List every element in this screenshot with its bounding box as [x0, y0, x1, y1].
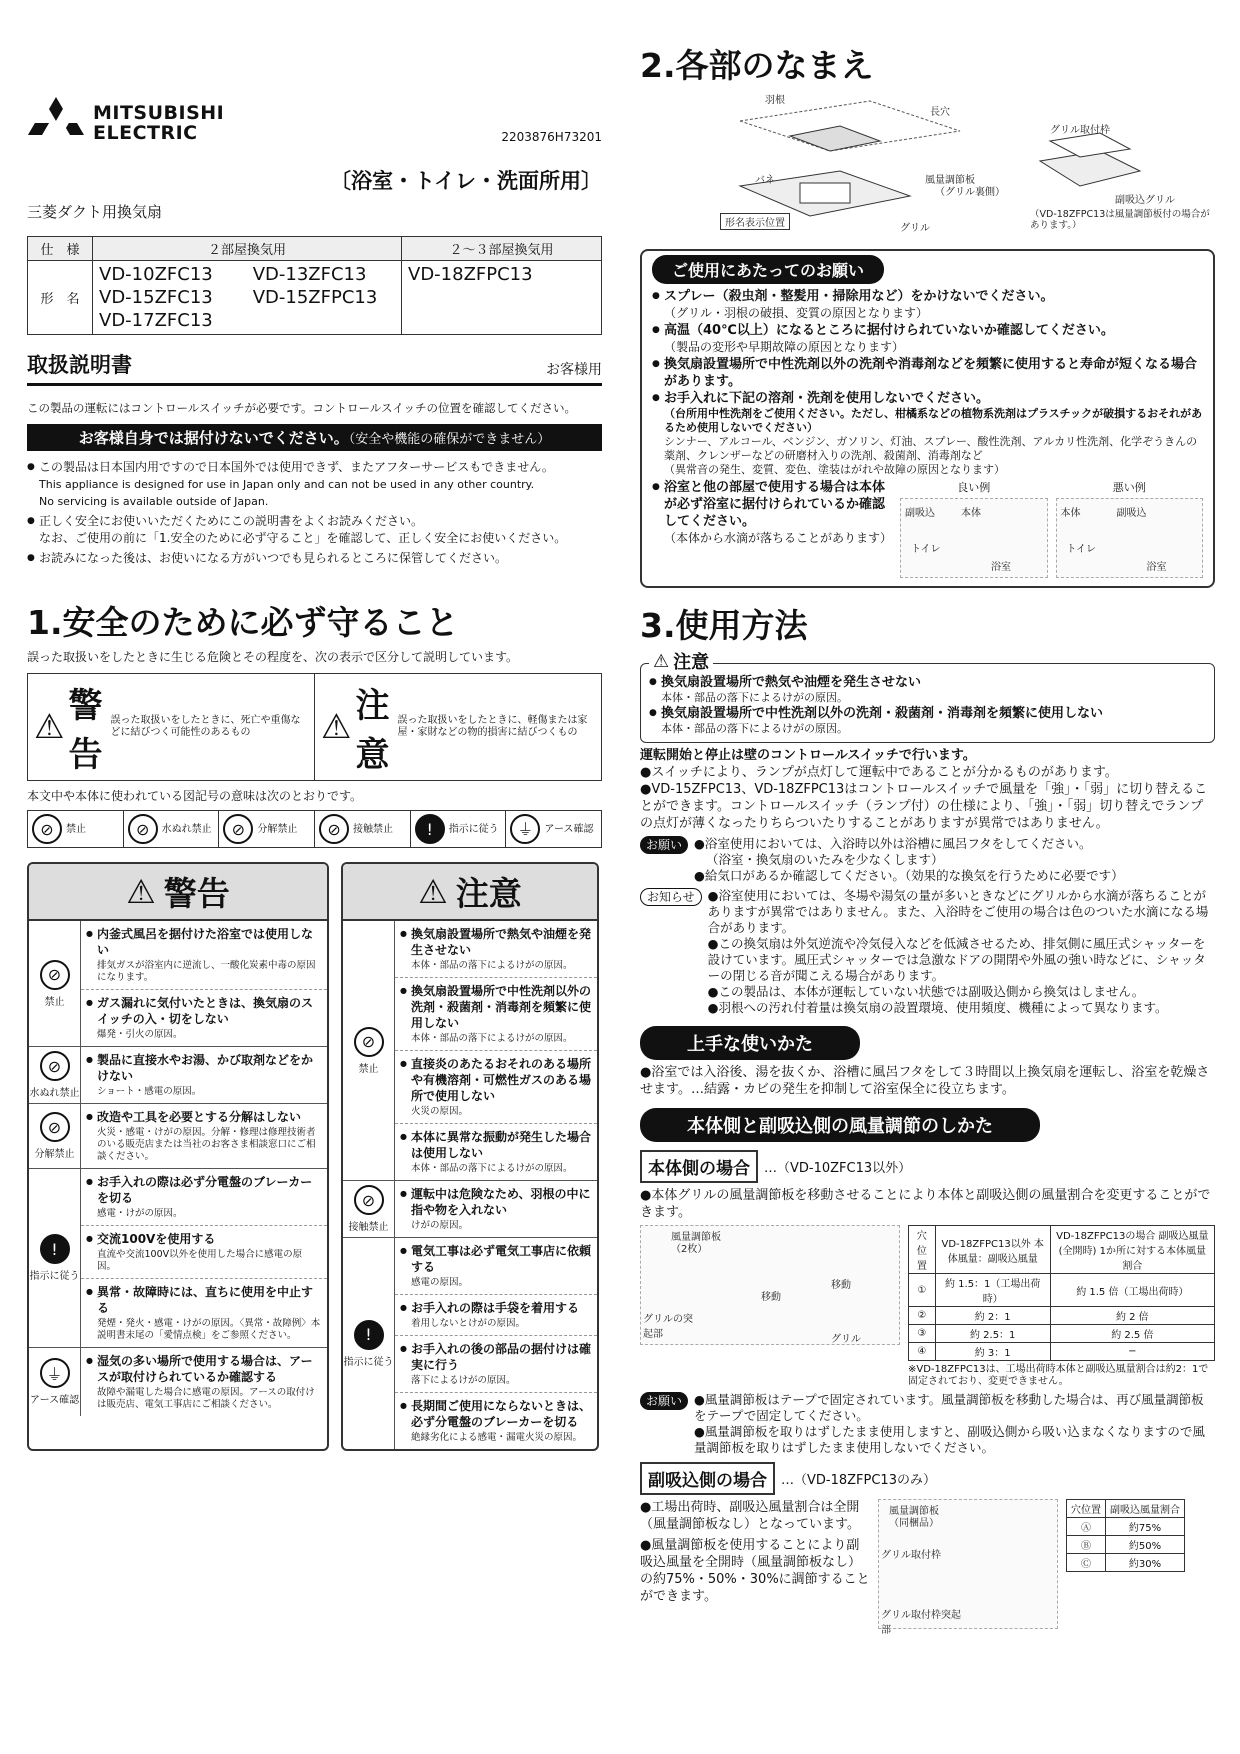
list-item: ● この製品は日本国内用ですので日本国外では使用できず、またアフターサービスもできません。 This appliance is designed for use in Japan only and can not be used in any other country. No servicing is available outside of Japan. [27, 459, 602, 510]
oshirase-badge: お知らせ [640, 888, 702, 906]
sub-ratio-table: 穴位置 副吸込風量割合 Ⓐ 約75% Ⓑ 約50% Ⓒ 約30% [1066, 1499, 1185, 1572]
intro-list [27, 459, 602, 567]
symbol-legend: ⊘ 禁止 ⊘ 水ぬれ禁止 ⊘ 分解禁止 ⊘ 接触禁止 ! 指示に従う ⏚ アース確認 [27, 810, 602, 848]
bad-example-label: 悪い例 [1112, 481, 1146, 494]
three-room-header: ２〜３部屋換気用 [402, 237, 602, 261]
onegai-badge: お願い [640, 836, 688, 854]
caution-desc: 誤った取扱いをしたときに、軽傷または家屋・家財などの物的損害に結びつくもの [397, 715, 588, 738]
two-room-header: ２部屋換気用 [93, 237, 402, 261]
good-example-label: 良い例 [957, 481, 991, 494]
warn-label: 警告 [68, 686, 103, 775]
model-table [27, 236, 602, 335]
model-3: VD-15ZFC13 [99, 287, 213, 308]
brand-line2: ELECTRIC [93, 122, 198, 144]
safety-title: 1.安全のために必ず守ること [27, 603, 459, 642]
model-6: VD-18ZFPC13 [402, 261, 602, 335]
good-example-diagram: 副吸込 本体 トイレ 浴室 [900, 498, 1048, 578]
main-ratio-table: 穴位置 VD-18ZFPC13以外 本体風量：副吸込風量 VD-18ZFPC13の場合 副吸込風量(全開時) 1か所に対する本体風量割合 ① 約 1.5：1（工場出荷時） 約 1.5 倍（工場出荷時） ② 約 2：1 約 2 倍 ③ 約 2.5：1 約 2.5 倍 ④ 約 3：1 − [908, 1225, 1215, 1361]
no-disassembly-icon: ⊘ [40, 1112, 70, 1142]
two-room-models [93, 261, 402, 335]
instruction-icon: ! [354, 1320, 384, 1350]
warning-panel-title: 警告 [163, 874, 230, 913]
doc-number: 2203876H73201 [501, 130, 602, 144]
bad-example-diagram: 本体 副吸込 トイレ 浴室 [1056, 498, 1204, 578]
no-install-text: お客様自身では据付けないでください。 [78, 429, 349, 447]
request-box: ご使用にあたってのお願い ● スプレー（殺虫剤・整髪用・掃除用など）をかけないでください。 （グリル・羽根の破損、変質の原因となります） ● 高温（40℃以上）になるところに据付けられていないか確認してください。 （製品の変形や早期故障の原因となります） ● 換気扇設置場所で中性洗剤以外の洗剤や消毒剤などを頻繁に使用すると寿命が短くなる場合があります。 ● お手入れに下記の溶剤・洗剤を使用しないでください。 （台所用中性洗剤をご使用ください。ただし、柑橘系などの植物系洗剤はプラスチックが破損するおそれがあるため使用しないでください） シンナー、アルコール、ベンジン、ガソリン、灯油、スプレー、酸性洗剤、アルカリ性洗剤、化学ぞうきんの薬剤、クレンザーなどの研磨材入りの洗剤、殺菌剤、消毒剤など （異常音の発生、変質、変色、塗装はがれや故障の原因となります） ● 浴室と他の部屋で使用する場合は本体が必ず浴室に据付けられているか確認してください。 （本体から水滴が落ちることがあります） 良い例 副吸込 本体 トイレ 浴室 悪い例 本体 副吸込 トイレ 浴室 [640, 249, 1215, 588]
safety-panels [27, 862, 602, 1451]
model-2: VD-13ZFC13 [252, 264, 367, 285]
caution-label: 注意 [355, 686, 390, 775]
model-1: VD-10ZFC13 [99, 264, 213, 285]
product-name: 三菱ダクト用換気扇 [27, 203, 163, 221]
warning-triangle-icon: ⚠ [126, 872, 156, 911]
main-side-title: 本体側の場合 [640, 1150, 758, 1183]
level-legend [27, 673, 602, 781]
caution-panel-title: 注意 [455, 874, 522, 913]
no-touch-icon: ⊘ [319, 814, 349, 844]
spec-header: 仕 様 [28, 237, 93, 261]
table-row: ③ 約 2.5：1 約 2.5 倍 [909, 1325, 1215, 1343]
ground-icon: ⏚ [40, 1358, 70, 1388]
usage-title: 3.使用方法 [640, 606, 808, 645]
symbol-intro: 本文中や本体に使われている図記号の意味は次のとおりです。 [27, 789, 363, 803]
left-column [27, 95, 602, 1451]
brand-line1: MITSUBISHI [93, 102, 225, 124]
no-disassembly-icon: ⊘ [223, 814, 253, 844]
manual-title-bar [27, 349, 602, 386]
ground-icon: ⏚ [510, 814, 540, 844]
sub-side-title: 副吸込側の場合 [640, 1462, 775, 1495]
prohibit-icon: ⊘ [40, 960, 70, 990]
no-water-icon: ⊘ [128, 814, 158, 844]
main-side-diagram: 風量調節板 （2枚） グリルの突起部 グリル 移動 移動 [640, 1225, 900, 1345]
table-row: ④ 約 3：1 − [909, 1343, 1215, 1361]
warn-desc: 誤った取扱いをしたときに、死亡や重傷などに結びつく可能性のあるもの [110, 715, 301, 738]
caution-triangle-icon: ⚠ [321, 707, 352, 747]
prohibit-icon: ⊘ [32, 814, 62, 844]
model-row-label: 形 名 [28, 261, 93, 335]
table-row: ① 約 1.5：1（工場出荷時） 約 1.5 倍（工場出荷時） [909, 1274, 1215, 1307]
table-row: Ⓑ 約50% [1067, 1536, 1185, 1554]
warning-panel: ⚠ 警告 ⊘ 禁止 ● 内釜式風呂を据付けた浴室では使用しない 排気ガスが浴室内に逆流し、一酸化炭素中毒の原因になります。 ● ガス漏れに気付いたときは、換気扇のスイッチの入・切をしない 爆発・引火の原因。 ⊘ 水ぬれ禁止 ● 製品に直接水やお湯、かび取剤などをかけない ショート・感電の原因。 ⊘ 分解禁止 ● 改造や工具を必要とする分解はしない 火災・感電・けがの原因。分解・修理は修理技術者のいる販売店または当社のお客さま相談窓口にご相談ください。 ! 指示に従う ● お手入れの際は必ず分電盤のブレーカーを切る 感電・けがの原因。 ● 交流100Vを使用する 直流や交流100V以外を使用した場合に感電の原因。 ● 異常・故障時には、直ちに使用を中止する 発煙・発火・感電・けがの原因。〈異常・故障例〉本説明書末尾の「愛情点検」をご参照ください。 ⏚ アース確認 ● 湿気の多い場所で使用する場合は、アースが取付けられているか確認する 故障や漏電した場合に感電の原因。アースの取付けは販売店、電気工事店にご相談ください。 [27, 862, 329, 1451]
mitsubishi-logo-icon [27, 95, 85, 151]
usage-label: 〔浴室・トイレ・洗面所用〕 [330, 169, 602, 193]
table-row: ② 約 2：1 約 2 倍 [909, 1307, 1215, 1325]
no-install-bar [27, 424, 602, 451]
caution-panel: ⚠ 注意 ⊘ 禁止 ● 換気扇設置場所で熱気や油煙を発生させない 本体・部品の落下によるけがの原因。 ● 換気扇設置場所で中性洗剤以外の洗剤・殺菌剤・消毒剤を頻繁に使用しない 本体・部品の落下によるけがの原因。 ● 直接炎のあたるおそれのある場所や有機溶剤・可燃性ガスのある場所で使用しない 火災の原因。 ● 本体に異常な振動が発生した場合は使用しない 本体・部品の落下によるけがの原因。 ⊘ 接触禁止 ● 運転中は危険なため、羽根の中に指や物を入れない けがの原因。 ! 指示に従う ● 電気工事は必ず電気工事店に依頼する 感電の原因。 ● お手入れの際は手袋を着用する 着用しないとけがの原因。 ● お手入れの後の部品の据付けは確実に行う 落下によるけがの原因。 ● 長期間ご使用にならないときは、必ず分電盤のブレーカーを切る 絶縁劣化による感電・漏電火災の原因。 [341, 862, 599, 1451]
parts-title: 2.各部のなまえ [640, 46, 874, 85]
onegai-badge: お願い [640, 1392, 688, 1410]
model-4: VD-15ZFPC13 [252, 287, 378, 308]
intro-line: この製品の運転にはコントロールスイッチが必要です。コントロールスイッチの位置を確認してください。 [27, 401, 577, 415]
customer-label: お客様用 [546, 362, 602, 378]
model-5: VD-17ZFC13 [99, 310, 213, 331]
table-row: Ⓒ 約30% [1067, 1554, 1185, 1572]
tips-title: 上手な使いかた [640, 1026, 860, 1060]
sub-side-diagram: 風量調節板 （同梱品） グリル取付枠 グリル取付枠突起部 [878, 1499, 1058, 1629]
parts-figure: 羽根 長穴 バネ 風量調節板 （グリル裏側） 形名表示位置 グリル グリル取付枠 副吸込グリル （VD-18ZFPC13は風量調節板付の場合があります。） [640, 91, 1215, 241]
table-row: Ⓐ 約75% [1067, 1518, 1185, 1536]
safety-intro: 誤った取扱いをしたときに生じる危険とその程度を、次の表示で区分して説明しています。 [27, 650, 519, 664]
caution-triangle-icon: ⚠ [418, 872, 448, 911]
right-column: 2.各部のなまえ 羽根 長穴 バネ 風量調節板 （グリル裏側） 形名表示位置 グリル グリル取付枠 副吸込グリル （VD-18ZFPC13は風量調節板付の場合があります。） ご使用にあたってのお願い ● スプレー（殺虫剤・整髪用・掃除用など）をかけないでください。 （グリル・羽根の破損、変質の原因となります） ● 高温（40℃以上）になるところに据付けられていないか確認してください。 （製品の変形や早期故障の原因となります） ● 換気扇設置場所で中性洗剤以外の洗剤や消毒剤などを頻繁に使用すると寿命が短くなる場合があります。 ● お手入れに下記の溶剤・洗剤を使用しないでください。 （台所用中性洗剤をご使用ください。ただし、柑橘系などの植物系洗剤はプラスチックが破損するおそれがあるため使用しないでください） シンナー、アルコール、ベンジン、ガソリン、灯油、スプレー、酸性洗剤、アルカリ性洗剤、化学ぞうきんの薬剤、クレンザーなどの研磨材入りの洗剤、殺菌剤、消毒剤など （異常音の発生、変質、変色、塗装はがれや故障の原因となります） ● 浴室と他の部屋で使用する場合は本体が必ず浴室に据付けられているか確認してください。 （本体から水滴が落ちることがあります） 良い例 副吸込 本体 トイレ 浴室 悪い例 本体 副吸込 トイレ 浴室 3.使用方法 ⚠ 注意 ● 換気扇設置場所で熱気や油煙を発生させない 本体・部品の落下によるけがの原因。 ● 換気扇設置場所で中性洗剤以外の洗剤・殺菌剤・消毒剤を頻繁に使用しない 本体・部品の落下によるけがの原因。 運転開始と停止は壁のコントロールスイッチで行います。 ●スイッチにより、ランプが点灯して運転中であることが分かるものがあります。 ●VD-15ZFPC13、VD-18ZFPC13はコントロールスイッチで風量を「強」・「弱」に切り替えることができます。コントロールスイッチ（ランプ付）の仕様により、「強」・「弱」切り替えでランプの点灯が薄くなったりちらついたりすることがありますが異常ではありません。 お願い ●浴室使用においては、入浴時以外は浴槽に風呂フタをしてください。 （浴室・換気扇のいたみを少なくします） ●給気口があるか確認してください。（効果的な換気を行うために必要です） お知らせ ●浴室使用においては、冬場や湯気の量が多いときなどにグリルから水滴が落ちることがありますが異常ではありません。また、入浴時をご使用の場合は色のついた水滴になる場合があります。 ●この換気扇は外気逆流や冷気侵入などを低減させるため、排気側に風圧式シャッターを設けています。風圧式シャッターでは急激なドアの開閉や外風の強い時などに、シャッターの閉じる音が聞こえる場合があります。 ●この製品は、本体が運転していない状態では副吸込側から換気はしません。 ●羽根への汚れ付着量は換気扇の設置環境、使用頻度、機種によって異なります。 上手な使いかた ●浴室では入浴後、湯を抜くか、浴槽に風呂フタをして３時間以上換気扇を運転し、浴室を乾燥させます。…結露・カビの発生を抑制して浴室保全に役立ちます。 本体側と副吸込側の風量調節のしかた 本体側の場合 …（VD-10ZFC13以外） ●本体グリルの風量調節板を移動させることにより本体と副吸込側の風量割合を変更することができます。 風量調節板 （2枚） グリルの突起部 グリル 移動 移動 穴位置 VD-18ZFPC13以外 本体風量：副吸込風量 VD-18ZFPC13の場合 副吸込風量(全開時) 1か所に対する本体風量割合 ① 約 1.5：1（工場出荷時） 約 1.5 倍（工場出荷時） ② 約 2：1 約 2 倍 ③ 約 2.5：1 約 2.5 倍 ④ 約 3：1 − ※VD-18ZFPC13は、工場出荷時本体と副吸込風量割合は約2：1で固定されており、変更できません。 お願い ●風量調節板はテープで固定されています。風量調節板を移動した場合は、再び風量調節板をテープで固定してください。 ●風量調節板を取りはずしたまま使用しますと、副吸込側から吸い込まなくなりますので風量調節板を取りはずしたまま使用しないでください。 副吸込側の場合 …（VD-18ZFPC13のみ） ●工場出荷時、副吸込風量割合は全開（風量調節板なし）となっています。 ●風量調節板を使用することにより副吸込風量を全開時（風量調節板なし）の約75%・50%・30%に調節することができます。 風量調節板 （同梱品） グリル取付枠 グリル取付枠突起部 穴位置 副吸込風量割合 Ⓐ 約75% Ⓑ 約50% Ⓒ 約30% [640, 40, 1215, 1629]
list-item: ● お読みになった後は、お使いになる方がいつでも見られるところに保管してください。 [27, 550, 602, 567]
instruction-icon: ! [40, 1234, 70, 1264]
no-water-icon: ⊘ [40, 1051, 70, 1081]
request-title: ご使用にあたってのお願い [652, 255, 884, 284]
no-touch-icon: ⊘ [354, 1185, 384, 1215]
instruction-icon: ! [415, 814, 445, 844]
no-install-sub: （安全や機能の確保ができません） [348, 432, 551, 447]
manual-title: 取扱説明書 [27, 353, 132, 377]
warning-triangle-icon: ⚠ [34, 707, 65, 747]
header [27, 95, 602, 195]
list-item: ● 正しく安全にお使いいただくためにこの説明書をよくお読みください。 なお、ご使用の前に「1.安全のために必ず守ること」を確認して、正しく安全にお使いください。 [27, 513, 602, 547]
caution-triangle-icon: ⚠ [653, 650, 670, 672]
prohibit-icon: ⊘ [354, 1027, 384, 1057]
airflow-title: 本体側と副吸込側の風量調節のしかた [640, 1108, 1040, 1142]
usage-caution-box: ⚠ 注意 ● 換気扇設置場所で熱気や油煙を発生させない 本体・部品の落下によるけがの原因。 ● 換気扇設置場所で中性洗剤以外の洗剤・殺菌剤・消毒剤を頻繁に使用しない 本体・部品の落下によるけがの原因。 [640, 663, 1215, 743]
